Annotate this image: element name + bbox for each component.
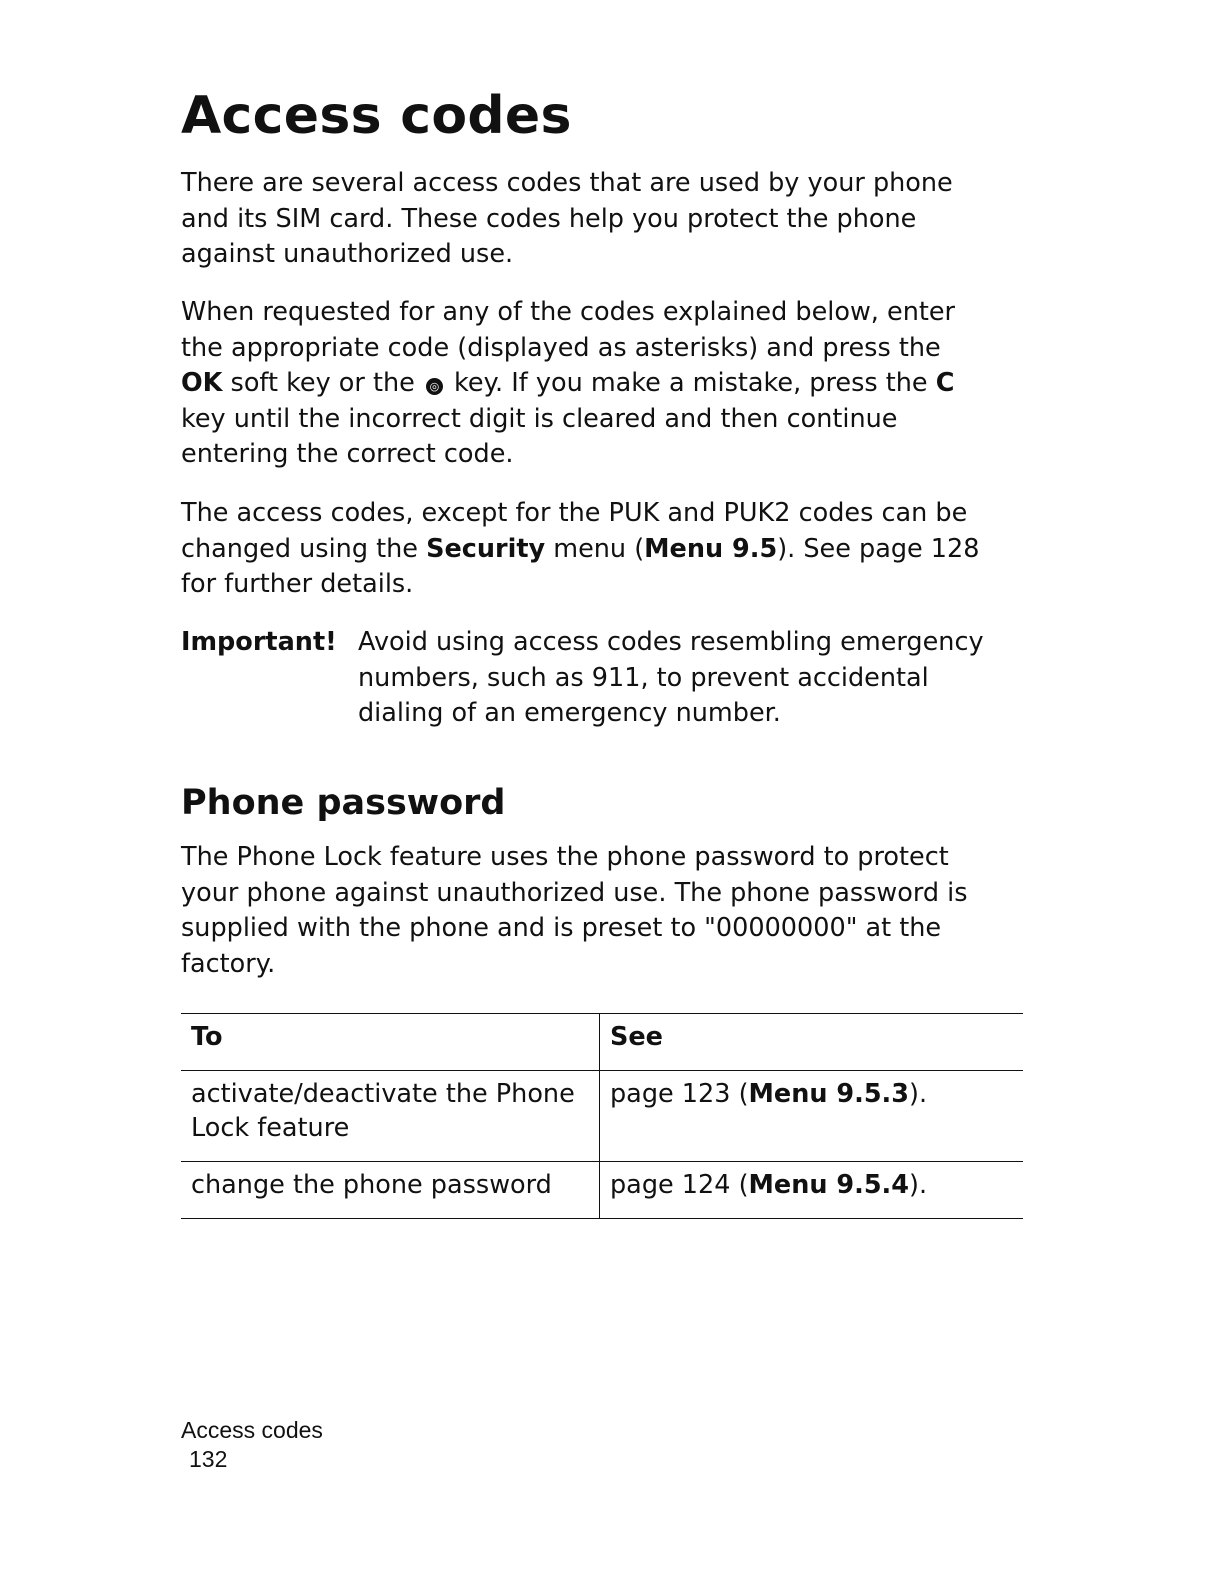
important-line-3: dialing of an emergency number.	[358, 698, 781, 728]
menu-9-5-label: Menu 9.5	[644, 533, 778, 564]
pp-line-1: The Phone Lock feature uses the phone password to protect	[181, 842, 949, 872]
table-row	[181, 1071, 1023, 1162]
row2-to-line-1: change the phone password	[191, 1170, 552, 1200]
intro-p2-line-5: entering the correct code.	[181, 439, 514, 469]
phone-password-paragraph	[181, 840, 1023, 982]
page-footer	[181, 1416, 323, 1474]
footer-section-name: Access codes	[181, 1417, 323, 1443]
c-key-label: C	[935, 368, 955, 398]
table-cell-to	[181, 1071, 600, 1162]
table-header-see: See	[610, 1022, 663, 1052]
footer-page-number: 132	[189, 1446, 228, 1472]
intro-p2-line-3a: soft key or the	[222, 368, 423, 398]
table-row	[181, 1162, 1023, 1219]
intro-p3-line-1: The access codes, except for the PUK and PUK2 codes can be	[181, 498, 968, 528]
important-line-1: Avoid using access codes resembling emergency	[358, 627, 984, 657]
intro-p3-line-3: for further details.	[181, 569, 414, 599]
intro-p1-line-3: against unauthorized use.	[181, 239, 514, 269]
row1-see-pre: page 123 (	[610, 1079, 749, 1109]
ok-key-label: OK	[181, 368, 223, 398]
intro-paragraph-2	[181, 295, 1023, 473]
row2-see-pre: page 124 (	[610, 1170, 749, 1200]
row1-to-line-2: Lock feature	[191, 1113, 350, 1143]
important-text	[358, 625, 1023, 732]
pp-line-2: your phone against unauthorized use. The phone password is	[181, 877, 968, 908]
row1-to-line-1: activate/deactivate the Phone	[191, 1079, 575, 1109]
row1-see-menu: Menu 9.5.3	[748, 1079, 909, 1109]
table-cell-see	[600, 1162, 1024, 1219]
important-line-2: numbers, such as 911, to prevent accidental	[358, 662, 929, 693]
row1-see-post: ).	[909, 1079, 928, 1109]
table-header-to: To	[181, 1014, 600, 1071]
important-label: Important!	[181, 627, 337, 657]
intro-p2-line-4: key until the incorrect digit is cleared and then continue	[181, 403, 898, 434]
security-menu-label: Security	[426, 533, 546, 564]
pp-line-4: factory.	[181, 948, 276, 979]
intro-p3-line-2b: menu (	[545, 533, 645, 564]
intro-paragraph-3	[181, 496, 1023, 603]
intro-paragraph-1	[181, 166, 1023, 273]
reference-table	[181, 1013, 1023, 1219]
intro-p3-line-2a: changed using the	[181, 533, 427, 564]
table-cell-to	[181, 1162, 600, 1219]
intro-p2-line-1: When requested for any of the codes explained below, enter	[181, 297, 956, 327]
section-heading-phone-password: Phone password	[181, 783, 506, 823]
row2-see-post: ).	[909, 1170, 928, 1200]
intro-p1-line-2: and its SIM card. These codes help you protect the phone	[181, 203, 917, 234]
table-header-row	[181, 1014, 1023, 1071]
pp-line-3: supplied with the phone and is preset to "00000000" at the	[181, 913, 942, 943]
intro-p2-line-3b: key. If you make a mistake, press the	[445, 368, 936, 398]
page-title: Access codes	[181, 86, 572, 146]
ok-key-icon: ◎	[426, 378, 443, 395]
intro-p2-line-2: the appropriate code (displayed as asterisks) and press the	[181, 332, 941, 363]
table-cell-see	[600, 1071, 1024, 1162]
row2-see-menu: Menu 9.5.4	[748, 1170, 909, 1200]
intro-p3-line-2c: ). See page 128	[777, 533, 980, 564]
intro-p1-line-1: There are several access codes that are used by your phone	[181, 168, 953, 198]
